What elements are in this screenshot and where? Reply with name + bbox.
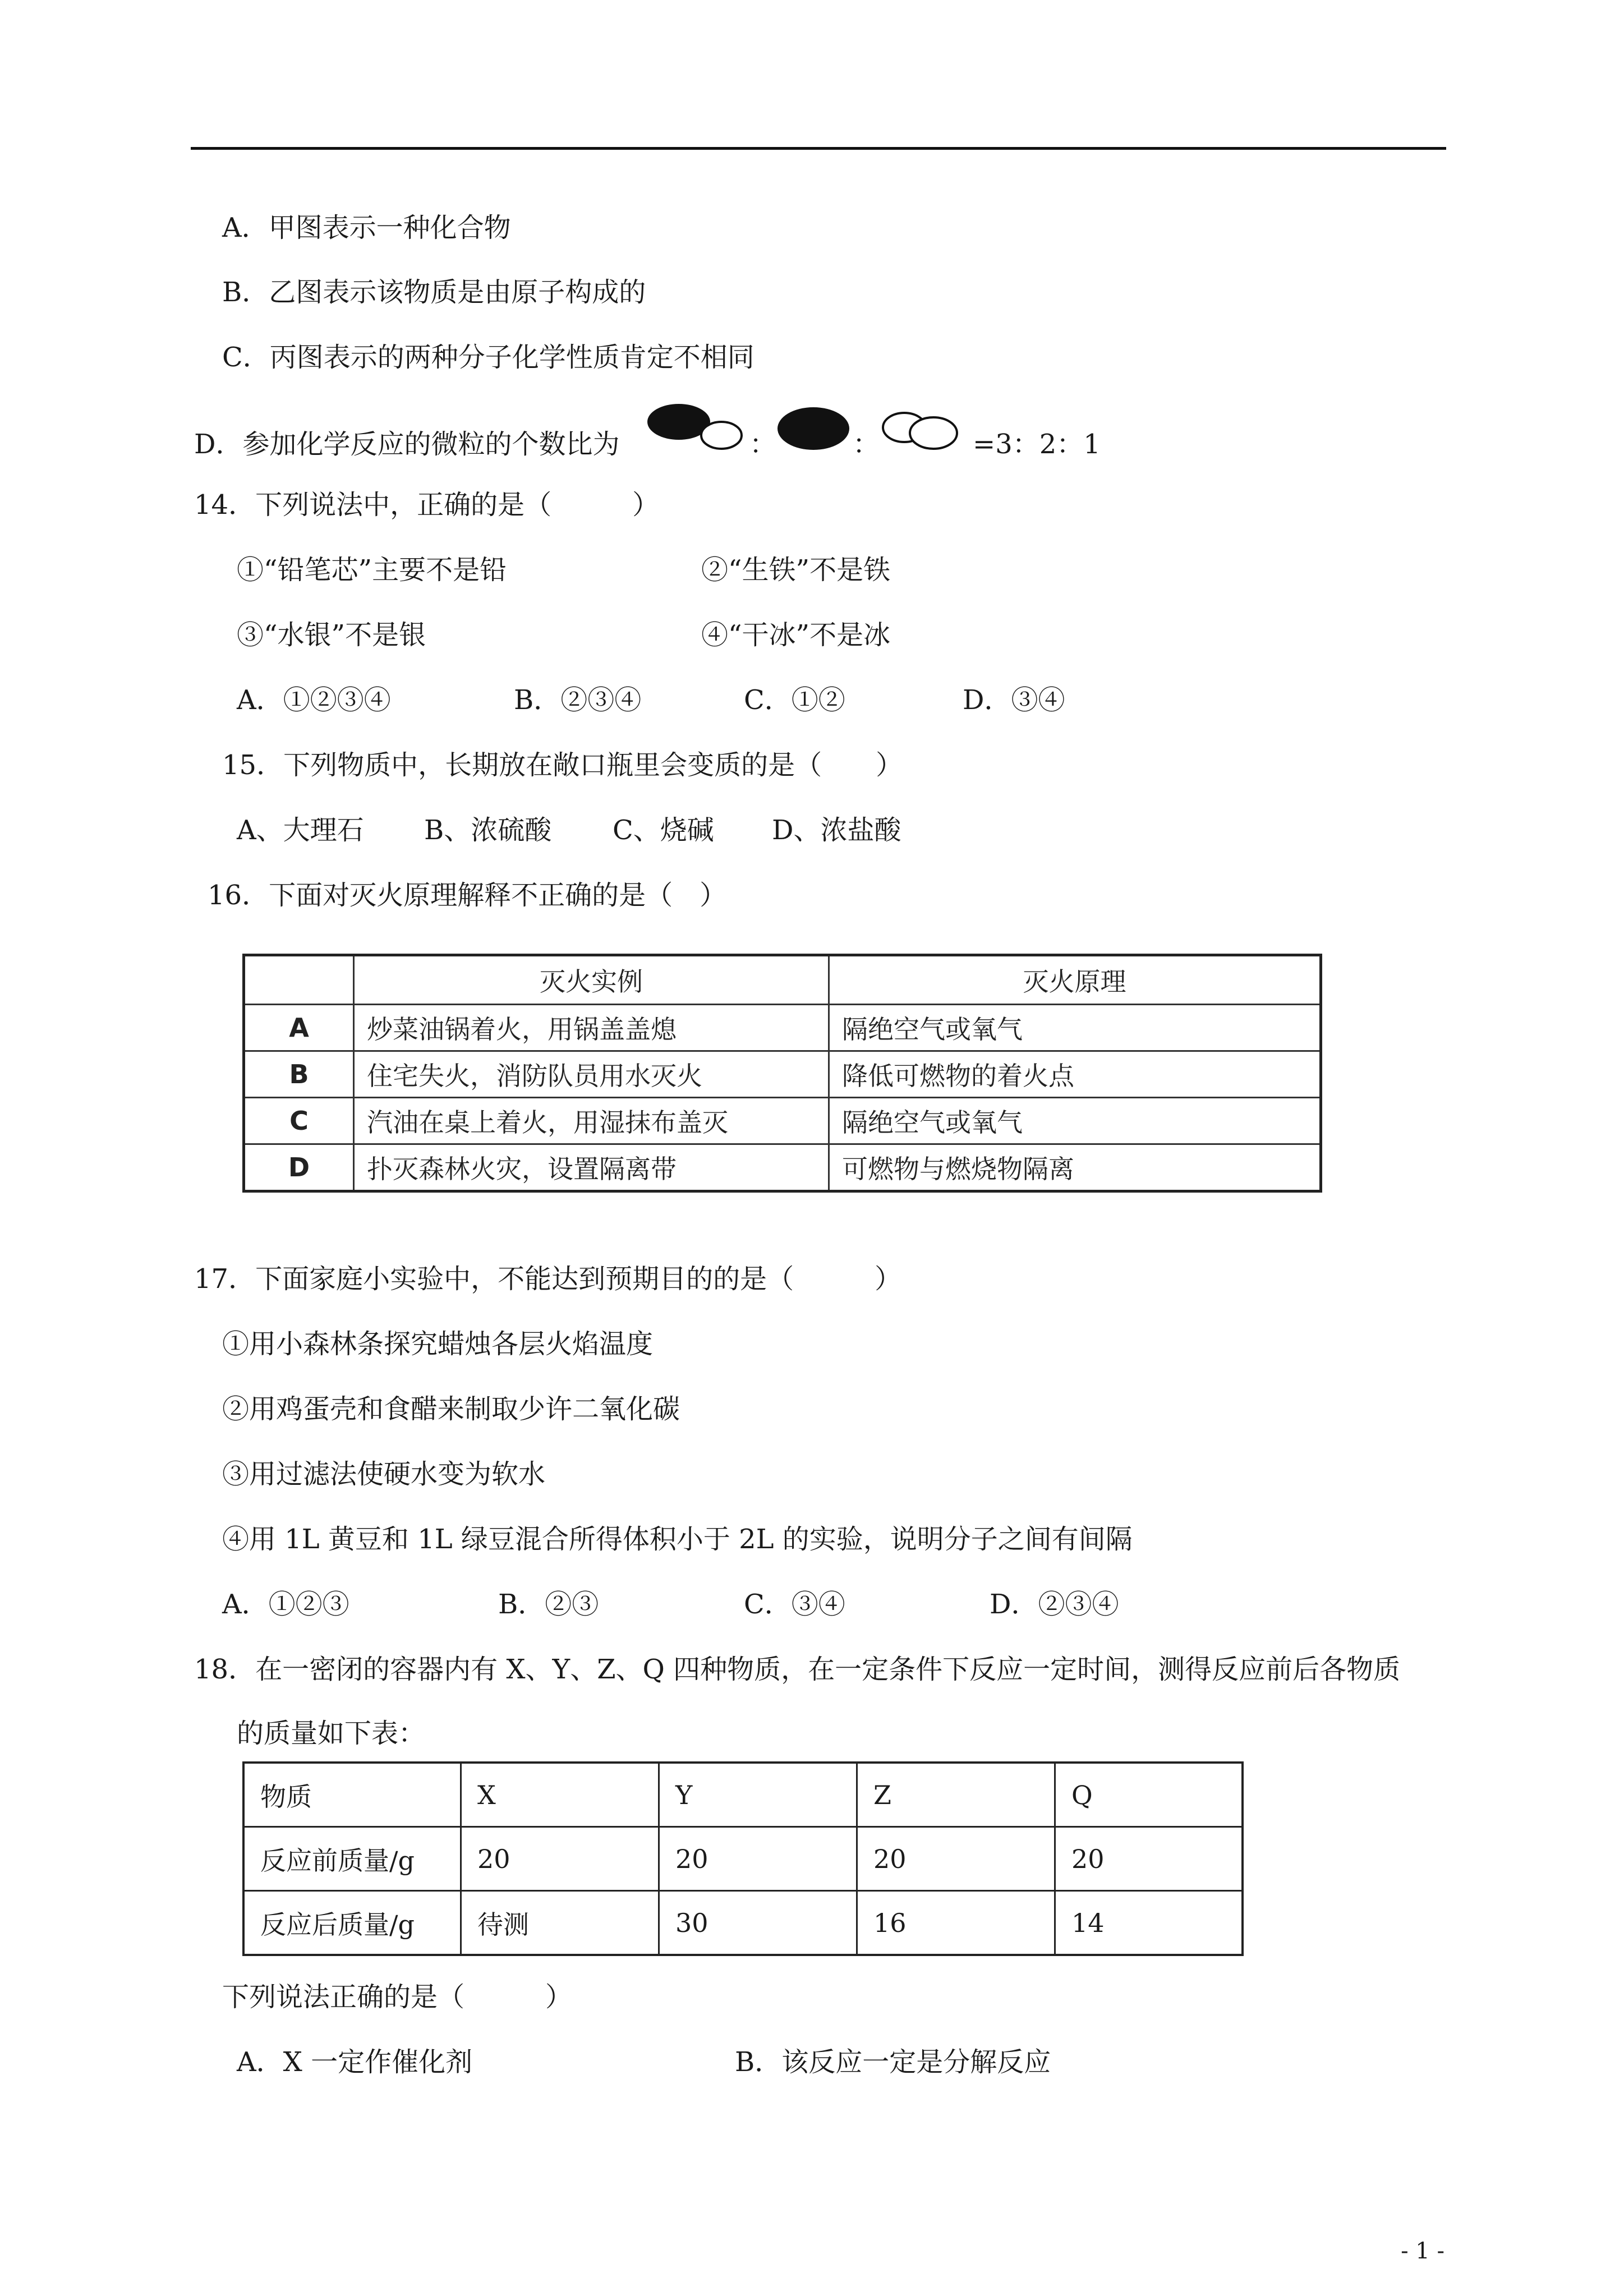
table-cell: 20 — [461, 1827, 659, 1891]
q15-option-a: A、大理石 — [237, 815, 364, 846]
table-row — [244, 1005, 1321, 1051]
table-header-row — [244, 955, 1321, 1005]
table-cell: 炒菜油锅着火，用锅盖盖熄 — [354, 1005, 829, 1051]
q17-stem: 17．下面家庭小实验中，不能达到预期目的的是（ ） — [194, 1263, 902, 1295]
table-cell: X — [461, 1763, 659, 1827]
page-number: - 1 - — [1401, 2238, 1444, 2264]
fire-extinguishing-table — [242, 954, 1322, 1193]
table-cell: 20 — [659, 1827, 857, 1891]
table-header-cell: 灭火原理 — [829, 955, 1321, 1005]
table-cell: 待测 — [461, 1891, 659, 1955]
table-header-cell — [244, 955, 354, 1005]
table-cell: 反应前质量/g — [243, 1827, 461, 1891]
q14-statement-4: ④“干冰”不是冰 — [701, 619, 891, 651]
q13-option-c: C．丙图表示的两种分子化学性质肯定不相同 — [222, 342, 755, 373]
table-cell: 可燃物与燃烧物隔离 — [829, 1144, 1321, 1191]
q14-option-d: D．③④ — [963, 684, 1065, 716]
q17-statement-3: ③用过滤法使硬水变为软水 — [222, 1458, 546, 1490]
q14-stem: 14．下列说法中，正确的是（ ） — [194, 489, 660, 521]
table-cell: 汽油在桌上着火，用湿抹布盖灭 — [354, 1098, 829, 1144]
q14-option-c: C．①② — [744, 684, 845, 716]
q13-option-d-sep1: ： — [749, 429, 777, 460]
q17-option-a: A．①②③ — [222, 1589, 349, 1620]
q17-statement-4: ④用 1L 黄豆和 1L 绿豆混合所得体积小于 2L 的实验，说明分子之间有间隔 — [222, 1524, 1133, 1555]
table-cell: D — [244, 1144, 354, 1191]
q16-stem: 16．下面对灭火原理解释不正确的是（ ） — [208, 880, 727, 911]
mass-table — [242, 1761, 1244, 1956]
table-cell: 隔绝空气或氧气 — [829, 1098, 1321, 1144]
table-row — [243, 1763, 1243, 1827]
molecule-diagram-3 — [875, 405, 970, 455]
table-row — [243, 1891, 1243, 1955]
table-cell: 20 — [857, 1827, 1055, 1891]
q17-statement-1: ①用小森林条探究蜡烛各层火焰温度 — [222, 1328, 654, 1360]
q15-option-b: B、浓硫酸 — [424, 815, 552, 846]
table-cell: A — [244, 1005, 354, 1051]
q17-option-b: B．②③ — [498, 1589, 599, 1620]
q18-stem-line1: 18．在一密闭的容器内有 X、Y、Z、Q 四种物质，在一定条件下反应一定时间，测得反应前后各物质 — [194, 1654, 1401, 1685]
table-cell: Q — [1055, 1763, 1243, 1827]
q18-question: 下列说法正确的是（ ） — [222, 1981, 573, 2013]
q15-stem: 15．下列物质中，长期放在敞口瓶里会变质的是（ ） — [222, 749, 903, 781]
table-cell: Z — [857, 1763, 1055, 1827]
q18-option-a: A．X 一定作催化剂 — [237, 2046, 473, 2078]
table-cell: 隔绝空气或氧气 — [829, 1005, 1321, 1051]
molecule-diagram-2 — [769, 402, 858, 458]
q13-option-d-sep2: ： — [853, 429, 880, 460]
q18-option-b: B．该反应一定是分解反应 — [735, 2046, 1051, 2078]
table-cell: 反应后质量/g — [243, 1891, 461, 1955]
table-header-cell: 灭火实例 — [354, 955, 829, 1005]
table-cell: C — [244, 1098, 354, 1144]
q17-statement-2: ②用鸡蛋壳和食醋来制取少许二氧化碳 — [222, 1393, 680, 1425]
q14-statement-2: ②“生铁”不是铁 — [701, 554, 891, 586]
table-cell: 降低可燃物的着火点 — [829, 1051, 1321, 1098]
table-cell: 30 — [659, 1891, 857, 1955]
q14-option-b: B．②③④ — [514, 684, 642, 716]
table-cell: 物质 — [243, 1763, 461, 1827]
q18-stem-line2: 的质量如下表： — [237, 1718, 426, 1749]
table-cell: Y — [659, 1763, 857, 1827]
q17-option-d: D．②③④ — [990, 1589, 1119, 1620]
table-cell: 20 — [1055, 1827, 1243, 1891]
q14-statement-1: ①“铅笔芯”主要不是铅 — [237, 554, 507, 586]
q13-option-d-suffix: =3：2：1 — [973, 429, 1101, 460]
table-row — [243, 1827, 1243, 1891]
table-cell: B — [244, 1051, 354, 1098]
table-row — [244, 1098, 1321, 1144]
q15-option-d: D、浓盐酸 — [772, 815, 901, 846]
table-cell: 16 — [857, 1891, 1055, 1955]
table-row — [244, 1144, 1321, 1191]
table-cell: 14 — [1055, 1891, 1243, 1955]
q17-option-c: C．③④ — [744, 1589, 845, 1620]
table-row — [244, 1051, 1321, 1098]
q13-option-b: B．乙图表示该物质是由原子构成的 — [222, 277, 646, 308]
molecule-diagram-1 — [644, 402, 756, 458]
q15-option-c: C、烧碱 — [613, 815, 714, 846]
q13-option-a: A．甲图表示一种化合物 — [222, 212, 511, 243]
table-cell: 扑灭森林火灾，设置隔离带 — [354, 1144, 829, 1191]
q13-option-d-prefix: D．参加化学反应的微粒的个数比为 — [194, 429, 620, 460]
q14-option-a: A．①②③④ — [237, 684, 391, 716]
q14-statement-3: ③“水银”不是银 — [237, 619, 426, 651]
table-cell: 住宅失火，消防队员用水灭火 — [354, 1051, 829, 1098]
header-rule — [191, 147, 1446, 150]
